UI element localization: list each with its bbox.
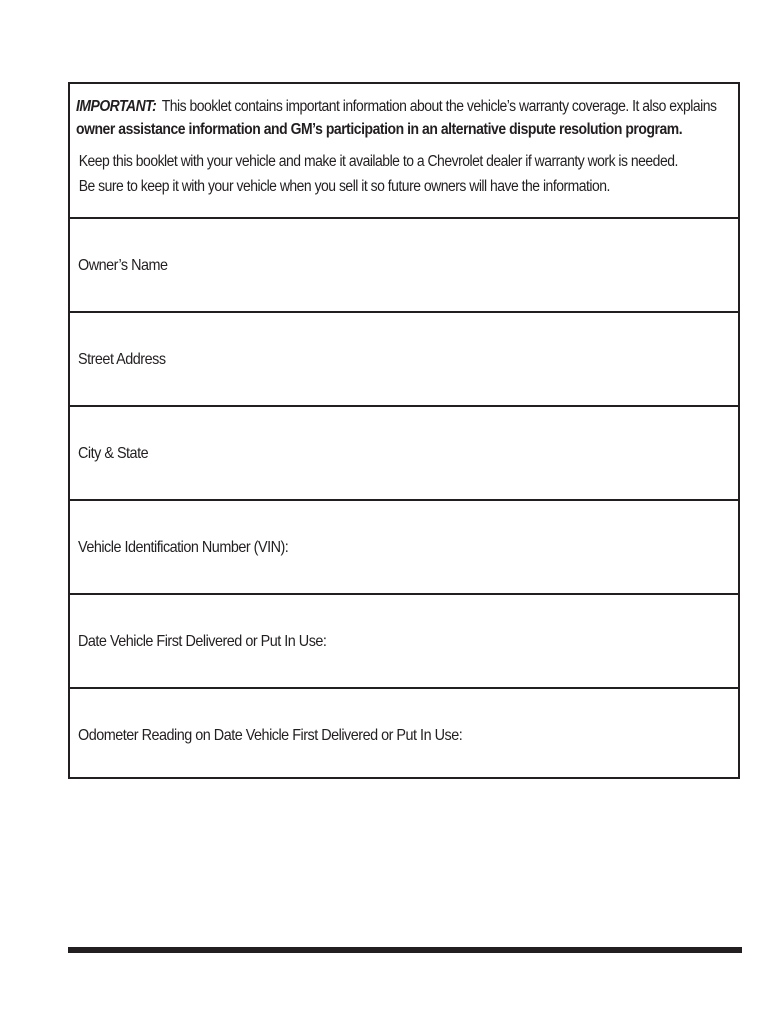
- street-address-label: Street Address: [78, 351, 166, 368]
- vin-field[interactable]: [70, 501, 738, 595]
- delivery-date-label: Date Vehicle First Delivered or Put In Use:: [78, 633, 327, 650]
- owner-name-label: Owner’s Name: [78, 257, 168, 274]
- important-notice: [70, 84, 738, 219]
- odometer-reading-label: Odometer Reading on Date Vehicle First Delivered or Put In Use:: [78, 727, 463, 744]
- notice-sell-line: Be sure to keep it with your vehicle when you sell it so future owners will have the information.: [78, 178, 610, 195]
- footer-rule: [68, 947, 742, 953]
- notice-line-bold: owner assistance information and GM’s participation in an alternative dispute resolution program.: [76, 121, 683, 138]
- odometer-reading-field[interactable]: [70, 689, 738, 783]
- street-address-field[interactable]: [70, 313, 738, 407]
- notice-line-1: [76, 95, 717, 118]
- city-state-label: City & State: [78, 445, 149, 462]
- delivery-date-field[interactable]: [70, 595, 738, 689]
- notice-keep-line: Keep this booklet with your vehicle and make it available to a Chevrolet dealer if warranty work is needed.: [78, 153, 678, 170]
- vin-label: Vehicle Identification Number (VIN):: [78, 539, 289, 556]
- notice-text: This booklet contains important information about the vehicle’s warranty coverage. It also explains: [161, 98, 717, 115]
- important-label: IMPORTANT:: [76, 98, 157, 115]
- owner-information-form: [68, 82, 740, 779]
- city-state-field[interactable]: [70, 407, 738, 501]
- owner-name-field[interactable]: [70, 219, 738, 313]
